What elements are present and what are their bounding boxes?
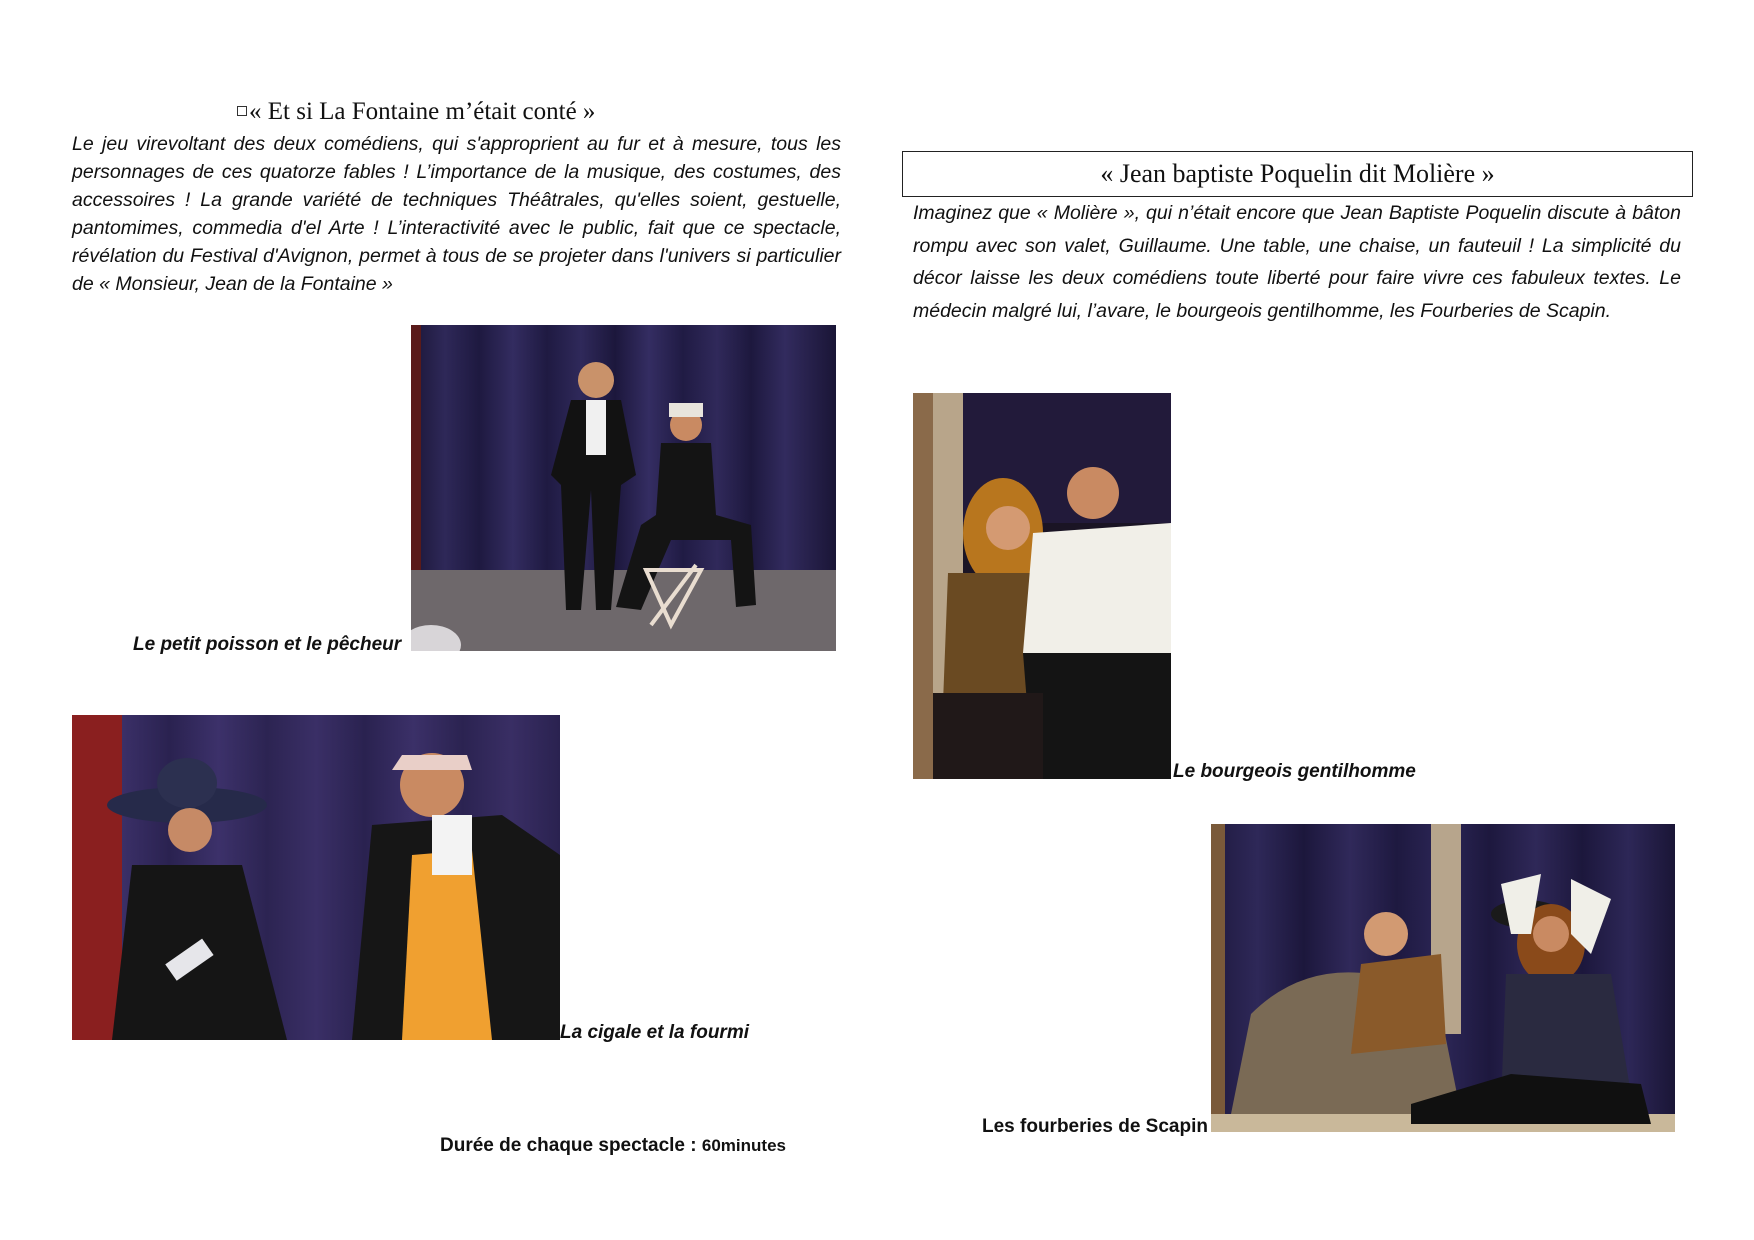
caption-bourgeois: Le bourgeois gentilhomme [1173,761,1416,782]
left-title-text: « Et si La Fontaine m’était conté » [249,98,596,125]
duration-label: Durée de chaque spectacle : [440,1135,697,1156]
caption-scapin: Les fourberies de Scapin [982,1116,1208,1137]
caption-petit-poisson: Le petit poisson et le pêcheur [133,634,402,655]
right-title: « Jean baptiste Poquelin dit Molière » [902,151,1693,197]
duration-line [440,1135,786,1157]
photo-cigale-fourmi [72,715,560,1040]
photo-bourgeois-gentilhomme [913,393,1171,779]
photo-fourberies-scapin [1211,824,1675,1132]
left-description: Le jeu virevoltant des deux comédiens, qui s'approprient au fur et à mesure, tous les personnages de ces quatorze fables ! L’importance de la musique, des costumes, des accessoires ! La grande variété de techniques Théâtrales, qu'elles soient, gestuelle, pantomimes, commedia d'el Arte ! L’interactivité avec le public, fait que ce spectacle, révélation du Festival d'Avignon, permet à tous de se projeter dans l'univers si particulier de « Monsieur, Jean de la Fontaine » [72,133,841,295]
bullet-icon [237,106,247,116]
right-description: Imaginez que « Molière », qui n’était encore que Jean Baptiste Poquelin discute à bâton rompu avec son valet, Guillaume. Une table, une chaise, un fauteuil ! La simplicité du décor laisse les deux comédiens toute liberté pour faire vivre ces fabuleux textes. Le médecin malgré lui, l’avare, le bourgeois gentilhomme, les Fourberies de Scapin. [913,202,1681,322]
photo-petit-poisson [411,325,836,651]
duration-value: 60minutes [701,1136,786,1155]
left-title [237,98,677,126]
caption-cigale-fourmi: La cigale et la fourmi [560,1022,749,1043]
